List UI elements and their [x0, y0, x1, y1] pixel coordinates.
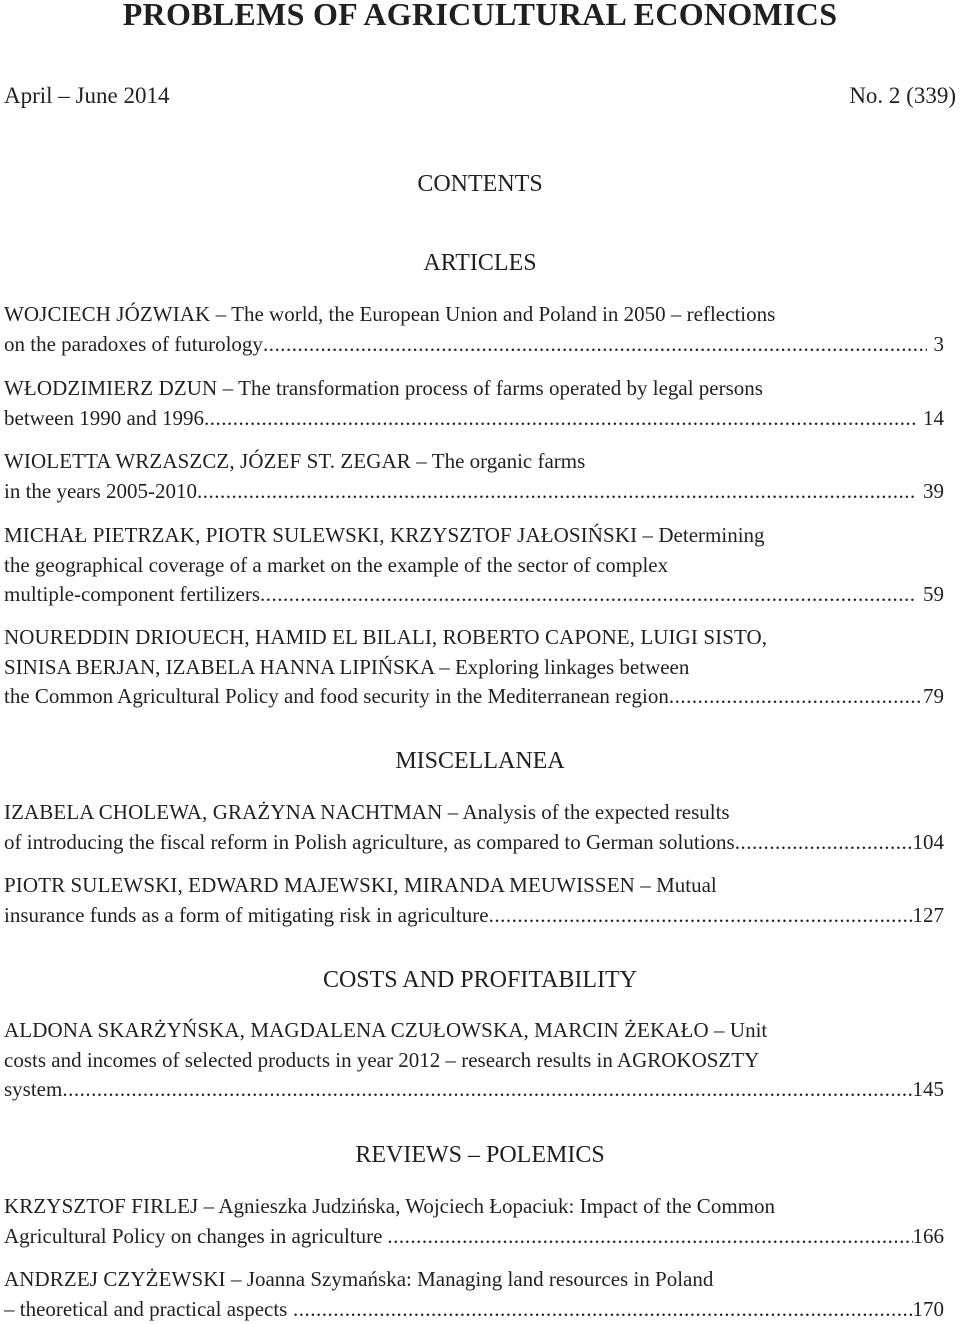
dot-leader [204, 404, 916, 434]
section-heading-miscellanea: MISCELLANEA [0, 743, 960, 779]
entry-page-number: 145 [913, 1075, 945, 1105]
entry-title-line: on the paradoxes of futurology [4, 330, 263, 360]
toc-entry[interactable] [4, 623, 944, 712]
entry-authors: PIOTR SULEWSKI, EDWARD MAJEWSKI, MIRANDA MEUWISSEN – [4, 873, 651, 897]
entry-title-line: of introducing the fiscal reform in Polish agriculture, as compared to German solutions [4, 828, 735, 858]
entry-title-line: the Common Agricultural Policy and food security in the Mediterranean region [4, 682, 669, 712]
section-heading-costs-and-profitability: COSTS AND PROFITABILITY [0, 962, 960, 998]
dot-leader [669, 682, 921, 712]
entry-page-number: 127 [913, 901, 945, 931]
entry-authors: MICHAŁ PIETRZAK, PIOTR SULEWSKI, KRZYSZTOF JAŁOSIŃSKI – [4, 523, 653, 547]
entry-title-line: Determining [658, 523, 764, 547]
toc-entry[interactable] [4, 521, 944, 610]
entry-title-line: – theoretical and practical aspects [4, 1295, 287, 1324]
entry-authors: ALDONA SKARŻYŃSKA, MAGDALENA CZUŁOWSKA, MARCIN ŻEKAŁO – [4, 1018, 725, 1042]
entry-title-line: multiple-component fertilizers [4, 580, 260, 610]
entry-title-line: the geographical coverage of a market on the example of the sector of complex [4, 553, 668, 577]
entry-title-line: Mutual [656, 873, 717, 897]
toc-entry[interactable] [4, 1016, 944, 1105]
entry-page-number: 104 [913, 828, 945, 858]
entry-authors: KRZYSZTOF FIRLEJ – [4, 1194, 214, 1218]
entry-page-number: 59 [923, 580, 944, 610]
entry-title-line: in the years 2005-2010 [4, 477, 197, 507]
entry-title-line: insurance funds as a form of mitigating risk in agriculture [4, 901, 489, 931]
entry-title-line: Joanna Szymańska: Managing land resources in Poland [247, 1267, 714, 1291]
toc-entry[interactable] [4, 871, 944, 930]
entry-page-number: 39 [923, 477, 944, 507]
entry-authors: ANDRZEJ CZYŻEWSKI – [4, 1267, 242, 1291]
entry-page-number: 3 [934, 330, 945, 360]
dot-leader [260, 580, 917, 610]
dot-leader [489, 901, 913, 931]
entry-page-number: 170 [913, 1295, 945, 1324]
entry-authors: WIOLETTA WRZASZCZ, JÓZEF ST. ZEGAR – [4, 449, 427, 473]
issue-number: No. 2 (339) [849, 78, 956, 114]
dot-leader [735, 828, 913, 858]
toc-entry[interactable] [4, 374, 944, 433]
entry-page-number: 79 [923, 682, 944, 712]
entry-authors: IZABELA CHOLEWA, GRAŻYNA NACHTMAN – [4, 800, 458, 824]
entry-authors: NOUREDDIN DRIOUECH, HAMID EL BILALI, ROBERTO CAPONE, LUIGI SISTO, [4, 625, 767, 649]
dot-leader [263, 330, 927, 360]
entry-title-line: Unit [730, 1018, 767, 1042]
entry-title-line: The organic farms [432, 449, 586, 473]
entry-title-line: The world, the European Union and Poland in 2050 – reflections [231, 302, 775, 326]
entry-title-line: The transformation process of farms operated by legal persons [238, 376, 763, 400]
entry-authors: WŁODZIMIERZ DZUN – [4, 376, 233, 400]
entry-title-line: between 1990 and 1996 [4, 404, 204, 434]
toc-entry[interactable] [4, 1265, 944, 1324]
entry-page-number: 14 [923, 404, 944, 434]
issue-date: April – June 2014 [4, 78, 169, 114]
journal-title: PROBLEMS OF AGRICULTURAL ECONOMICS [0, 0, 960, 34]
entry-authors: WOJCIECH JÓZWIAK – [4, 302, 226, 326]
toc-entry[interactable] [4, 300, 944, 359]
dot-leader [62, 1075, 912, 1105]
entry-title-line: SINISA BERJAN, IZABELA HANNA LIPIŃSKA – Exploring linkages between [4, 655, 689, 679]
entry-title-line: costs and incomes of selected products in year 2012 – research results in AGROKOSZTY [4, 1048, 759, 1072]
entry-title-line: Agnieszka Judzińska, Wojciech Łopaciuk: Impact of the Common [218, 1194, 775, 1218]
toc-entry[interactable] [4, 447, 944, 506]
toc-entry[interactable] [4, 1192, 944, 1251]
entry-title-line: Analysis of the expected results [463, 800, 730, 824]
section-heading-articles: ARTICLES [0, 245, 960, 281]
dot-leader [293, 1295, 912, 1324]
entry-page-number: 166 [913, 1222, 945, 1252]
toc-entry[interactable] [4, 798, 944, 857]
entry-title-line: system [4, 1075, 62, 1105]
contents-heading: CONTENTS [0, 166, 960, 202]
section-heading-reviews-polemics: REVIEWS – POLEMICS [0, 1137, 960, 1173]
dot-leader [197, 477, 916, 507]
entry-title-line: Agricultural Policy on changes in agriculture [4, 1222, 382, 1252]
dot-leader [387, 1222, 912, 1252]
